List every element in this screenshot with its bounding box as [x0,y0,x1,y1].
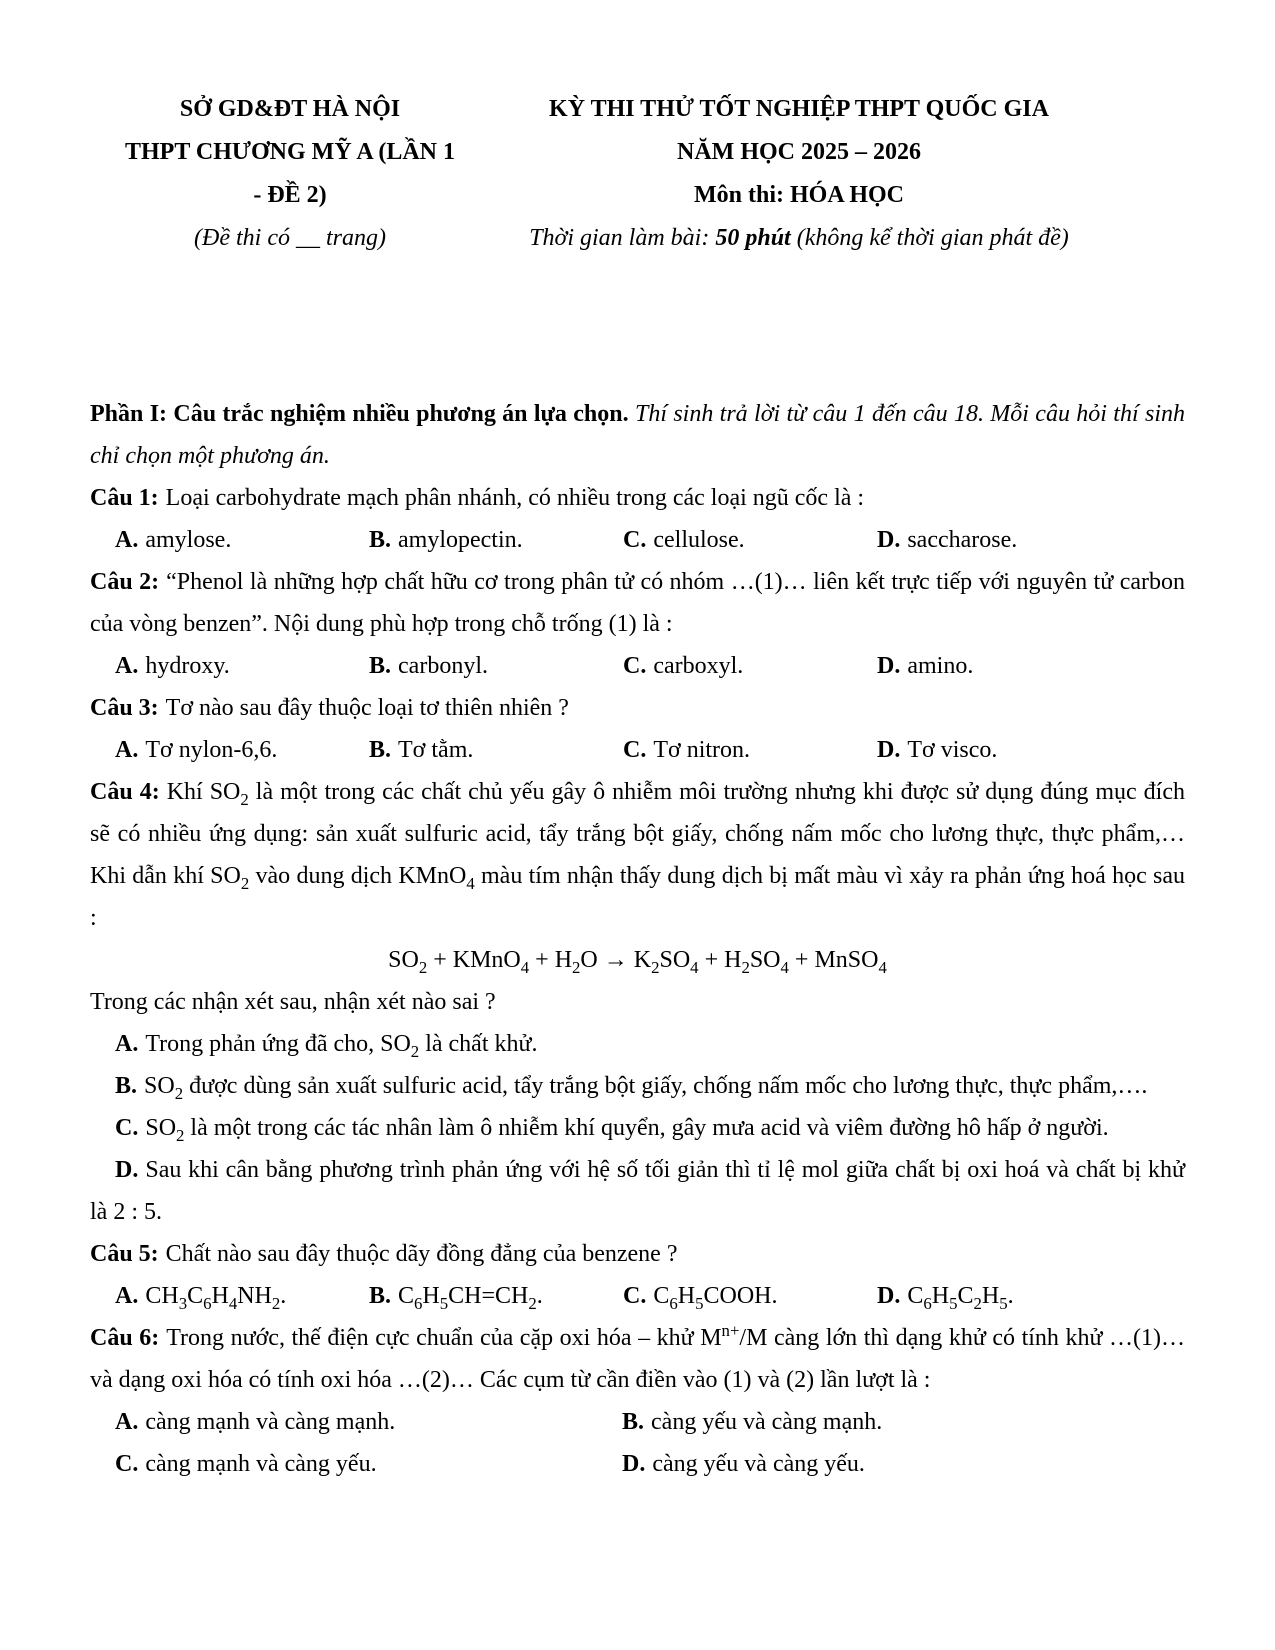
option-a: A. Trong phản ứng đã cho, $SO_2$ là chất khử. [115,1031,538,1061]
option-a: A. hydroxy. [115,653,230,679]
duration-prefix: Thời gian làm bài: [529,225,716,251]
option-d: D. Sau khi cân bằng phương trình phản ứng với hệ số tối giản thì tỉ lệ mol giữa chất bị oxi hoá và chất bị khử là 2 : 5. [90,1157,1185,1225]
question-2 [90,561,1185,687]
option-b: B. carbonyl. [369,653,488,679]
page-count-note: (Đề thi có __ trang) [194,225,386,251]
option-c: C. $SO_2$ là một trong các tác nhân làm ô nhiễm khí quyển, gây mưa acid và viêm đường hô hấp ở người. [115,1115,1109,1145]
question-5 [90,1233,1185,1317]
duration-suffix: (không kể thời gian phát đề) [790,225,1069,251]
option-a: A. $CH_3C_6H_4NH_2$. [115,1283,287,1313]
exam-header [90,88,1185,260]
option-a: A. amylose. [115,527,232,553]
option-a: A. càng mạnh và càng mạnh. [115,1409,396,1435]
options-row [115,1443,1185,1485]
question-label: Câu 6: [90,1325,160,1351]
subject-line: Môn thi: HÓA HỌC [693,182,904,208]
question-6 [90,1317,1185,1485]
option-d: D. $C_6H_5C_2H_5$. [877,1283,1014,1313]
option-c: C. cellulose. [623,527,745,553]
option-d: D. saccharose. [877,527,1018,553]
options-row [115,645,1185,687]
exam-code: - ĐỀ 2) [253,182,327,208]
question-label: Câu 3: [90,695,159,721]
question-label: Câu 1: [90,485,159,511]
question-1 [90,477,1185,561]
question-stem [90,477,1185,519]
question-4 [90,771,1185,1233]
question-stem [90,561,1185,645]
option-d: D. càng yếu và càng yếu. [622,1451,865,1477]
question-followup: Trong các nhận xét sau, nhận xét nào sai ? [90,989,496,1015]
options-row [115,729,1185,771]
part1-heading [90,393,1185,477]
option-d: D. Tơ visco. [877,737,998,763]
school-year: NĂM HỌC 2025 – 2026 [677,139,921,165]
duration-value: 50 phút [715,225,791,251]
chemical-equation: $SO_2$ + KMnO$_4$ + $H_2O \to K_2SO_4 + H_2SO_4$ + MnSO$_4$ [388,947,887,977]
option-b: B. $SO_2$ được dùng sản xuất sulfuric acid, tẩy trắng bột giấy, chống nấm mốc cho lương thực, thực phẩm,…. [115,1073,1148,1103]
options-row [115,1401,1185,1443]
question-stem [90,1317,1185,1401]
option-a: A. Tơ nylon-6,6. [115,737,278,763]
header-exam-block [490,88,1108,260]
option-d: D. amino. [877,653,974,679]
option-b: B. amylopectin. [369,527,523,553]
question-3 [90,687,1185,771]
question-stem [90,1233,1185,1275]
question-label: Câu 4: [90,779,160,805]
options-row [115,519,1185,561]
option-b: B. Tơ tằm. [369,737,474,763]
question-text: Chất nào sau đây thuộc dãy đồng đẳng của benzene ? [165,1241,678,1267]
part1-heading-italic: Thí sinh trả lời từ câu 1 đến câu 18. Mỗi câu hỏi thí sinh chỉ chọn một phương án. [90,401,1185,469]
option-b: B. càng yếu và càng mạnh. [622,1409,883,1435]
question-text: Khí $SO_2$ là một trong các chất chủ yếu gây ô nhiễm môi trường nhưng khi được sử dụng đúng mục đích sẽ có nhiều ứng dụng: sản xuất sulfuric acid, tẩy trắng bột giấy, chống nấm mốc cho lương thực, thực phẩm,… Khi dẫn khí $SO_2$ vào dung dịch KMnO$_4$ màu tím nhận thấy dung dịch bị mất màu vì xảy ra phản ứng hoá học sau : [90,779,1186,931]
option-b: B. $C_6H_5CH=CH_2$. [369,1283,543,1313]
exam-title: KỲ THI THỬ TỐT NGHIỆP THPT QUỐC GIA [549,96,1049,122]
school-name: THPT CHƯƠNG MỸ A (LẦN 1 [124,139,455,165]
option-c: C. carboxyl. [623,653,744,679]
option-c: C. Tơ nitron. [623,737,751,763]
question-text: “Phenol là những hợp chất hữu cơ trong phân tử có nhóm …(1)… liên kết trực tiếp với nguyên tử carbon của vòng benzen”. Nội dung phù hợp trong chỗ trống (1) là : [90,569,1185,637]
question-label: Câu 2: [90,569,160,595]
duration-line [490,217,1108,260]
question-text: Loại carbohydrate mạch phân nhánh, có nhiều trong các loại ngũ cốc là : [165,485,865,511]
question-text: Tơ nào sau đây thuộc loại tơ thiên nhiên ? [165,695,569,721]
department-name: SỞ GD&ĐT HÀ NỘI [179,96,401,122]
exam-body [90,393,1185,1485]
header-school-block [90,88,490,260]
part1-heading-bold: Phần I: Câu trắc nghiệm nhiều phương án lựa chọn. [90,401,629,427]
question-stem [90,771,1185,939]
question-stem [90,687,1185,729]
option-c: C. $C_6H_5COOH$. [623,1283,778,1313]
options-row [115,1275,1185,1317]
option-c: C. càng mạnh và càng yếu. [115,1451,377,1477]
question-text: Trong nước, thế điện cực chuẩn của cặp oxi hóa – khử $M^{n+}/M$ càng lớn thì dạng khử có tính khử …(1)… và dạng oxi hóa có tính oxi hóa …(2)… Các cụm từ cần điền vào (1) và (2) lần lượt là : [90,1321,1186,1393]
question-label: Câu 5: [90,1241,159,1267]
